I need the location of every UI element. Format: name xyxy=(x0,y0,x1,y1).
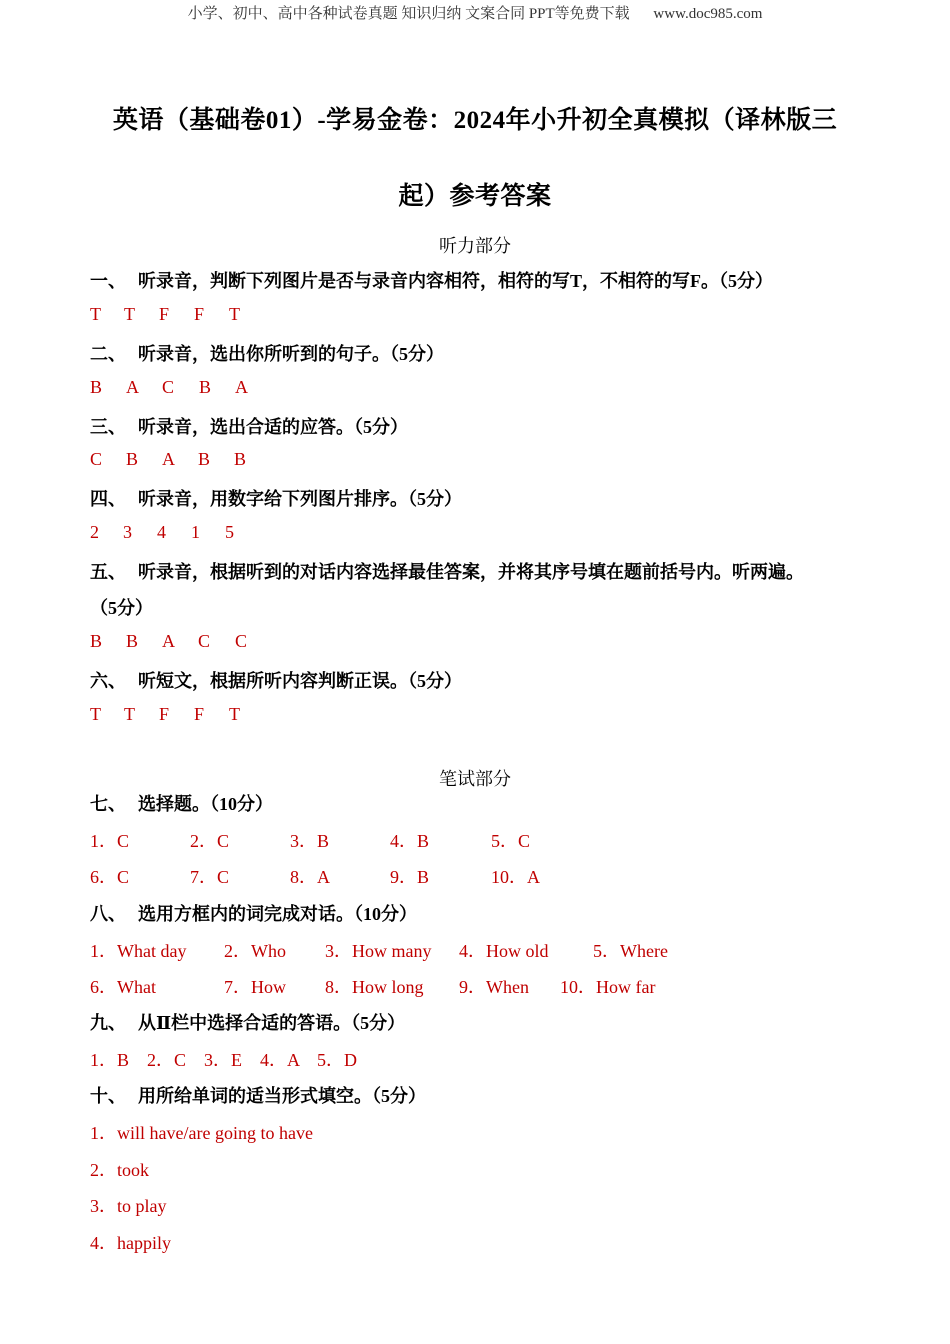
answer-4 xyxy=(90,522,234,543)
answer-item: 1．What day xyxy=(90,941,187,961)
answer-item: 4 xyxy=(157,522,166,542)
question-10 xyxy=(90,1082,426,1108)
answer-item: B xyxy=(126,631,139,651)
question-number: 三、 xyxy=(90,417,126,437)
answer-10-2: 2．took xyxy=(90,1160,150,1180)
answer-item: 5．C xyxy=(491,831,531,851)
question-1 xyxy=(90,267,773,293)
question-text: 听短文，根据所听内容判断正误。（5分） xyxy=(138,671,462,691)
answer-item: F xyxy=(194,304,205,324)
answer-item: C xyxy=(235,631,248,651)
answer-item: A xyxy=(126,377,139,397)
answer-item: A xyxy=(162,631,175,651)
answer-6 xyxy=(90,704,240,725)
answer-item: 5．Where xyxy=(593,941,668,961)
answer-10-3: 3．to play xyxy=(90,1196,167,1216)
question-4 xyxy=(90,485,462,511)
answer-item: T xyxy=(229,704,240,724)
question-9 xyxy=(90,1009,405,1035)
answer-item: T xyxy=(229,304,240,324)
question-5-continued xyxy=(90,594,153,620)
writing-heading: 笔试部分 xyxy=(439,769,511,789)
question-number: 七、 xyxy=(90,794,126,814)
listening-heading: 听力部分 xyxy=(439,236,511,256)
page-header xyxy=(0,2,950,23)
answer-item: T xyxy=(90,304,101,324)
question-text: 选用方框内的词完成对话。（10分） xyxy=(138,904,417,924)
answer-item: 2．C xyxy=(190,831,230,851)
header-slogan: 小学、初中、高中各种试卷真题 知识归纳 文案合同 PPT等免费下载 xyxy=(187,6,630,22)
answer-item: 2．Who xyxy=(224,941,286,961)
answer-item: F xyxy=(194,704,205,724)
question-7 xyxy=(90,790,273,816)
question-number: 四、 xyxy=(90,489,126,509)
answer-5 xyxy=(90,631,247,652)
answer-item: B xyxy=(198,449,211,469)
question-3 xyxy=(90,413,408,439)
document-title-line1: 英语（基础卷01）-学易金卷：2024年小升初全真模拟（译林版三 xyxy=(112,107,838,134)
answer-2 xyxy=(90,377,248,398)
answer-1 xyxy=(90,304,240,325)
question-number: 十、 xyxy=(90,1086,126,1106)
answer-item: 7．How xyxy=(224,977,286,997)
answer-item: B xyxy=(234,449,247,469)
question-2 xyxy=(90,340,444,366)
answer-item: C xyxy=(162,377,175,397)
answer-item: B xyxy=(199,377,212,397)
answer-item: B xyxy=(90,377,103,397)
question-text: （5分） xyxy=(90,598,153,618)
answer-item: T xyxy=(90,704,101,724)
question-6 xyxy=(90,667,462,693)
answer-7-row2 xyxy=(90,863,540,889)
question-number: 六、 xyxy=(90,671,126,691)
answer-item: 8．A xyxy=(290,867,330,887)
answer-item: 10．How far xyxy=(560,977,656,997)
header-url: www.doc985.com xyxy=(653,6,763,22)
question-number: 二、 xyxy=(90,344,126,364)
answer-item: B xyxy=(126,449,139,469)
answer-10-1: 1．will have/are going to have xyxy=(90,1123,313,1143)
answer-item: B xyxy=(90,631,103,651)
answer-item: 9．When xyxy=(459,977,529,997)
question-number: 八、 xyxy=(90,904,126,924)
answer-item: C xyxy=(198,631,211,651)
answer-item: T xyxy=(124,704,135,724)
question-number: 五、 xyxy=(90,562,126,582)
question-text: 听录音，选出你所听到的句子。（5分） xyxy=(138,344,444,364)
document-title-line2: 起）参考答案 xyxy=(398,183,552,210)
answer-item: A xyxy=(162,449,175,469)
answer-item: 6．C xyxy=(90,867,130,887)
answer-item: F xyxy=(159,704,170,724)
question-text: 听录音，根据听到的对话内容选择最佳答案，并将其序号填在题前括号内。听两遍。 xyxy=(138,562,804,582)
answer-item: 2 xyxy=(90,522,99,542)
answer-item: 6．What xyxy=(90,977,156,997)
answer-item: 3 xyxy=(123,522,132,542)
question-text: 选择题。（10分） xyxy=(138,794,273,814)
answer-item: 7．C xyxy=(190,867,230,887)
question-text: 从Ⅱ栏中选择合适的答语。（5分） xyxy=(138,1013,406,1033)
question-text: 听录音，选出合适的应答。（5分） xyxy=(138,417,408,437)
answer-8-row2 xyxy=(90,973,655,999)
question-text: 听录音，用数字给下列图片排序。（5分） xyxy=(138,489,462,509)
answer-item: 9．B xyxy=(390,867,430,887)
answer-item: 10．A xyxy=(491,867,540,887)
answer-item: C xyxy=(90,449,103,469)
question-5 xyxy=(90,558,804,584)
question-8 xyxy=(90,900,417,926)
answer-item: A xyxy=(235,377,248,397)
answer-7-row1 xyxy=(90,827,530,853)
answer-item: 5 xyxy=(225,522,234,542)
question-text: 听录音，判断下列图片是否与录音内容相符，相符的写T，不相符的写F。（5分） xyxy=(138,271,773,291)
question-number: 一、 xyxy=(90,271,126,291)
answer-item: 4．B xyxy=(390,831,430,851)
question-text: 用所给单词的适当形式填空。（5分） xyxy=(138,1086,426,1106)
answer-item: 1 xyxy=(191,522,200,542)
answer-item: 3．B xyxy=(290,831,330,851)
answer-10-4: 4．happily xyxy=(90,1233,171,1253)
answer-item: 4．How old xyxy=(459,941,549,961)
answer-item: F xyxy=(159,304,170,324)
answer-item: T xyxy=(124,304,135,324)
answer-item: 1．C xyxy=(90,831,130,851)
question-number: 九、 xyxy=(90,1013,126,1033)
answer-3 xyxy=(90,449,246,470)
answer-item: 3．How many xyxy=(325,941,432,961)
answer-9: 1．B 2．C 3．E 4．A 5．D xyxy=(90,1050,358,1070)
answer-8-row1 xyxy=(90,937,668,963)
answer-item: 8．How long xyxy=(325,977,424,997)
